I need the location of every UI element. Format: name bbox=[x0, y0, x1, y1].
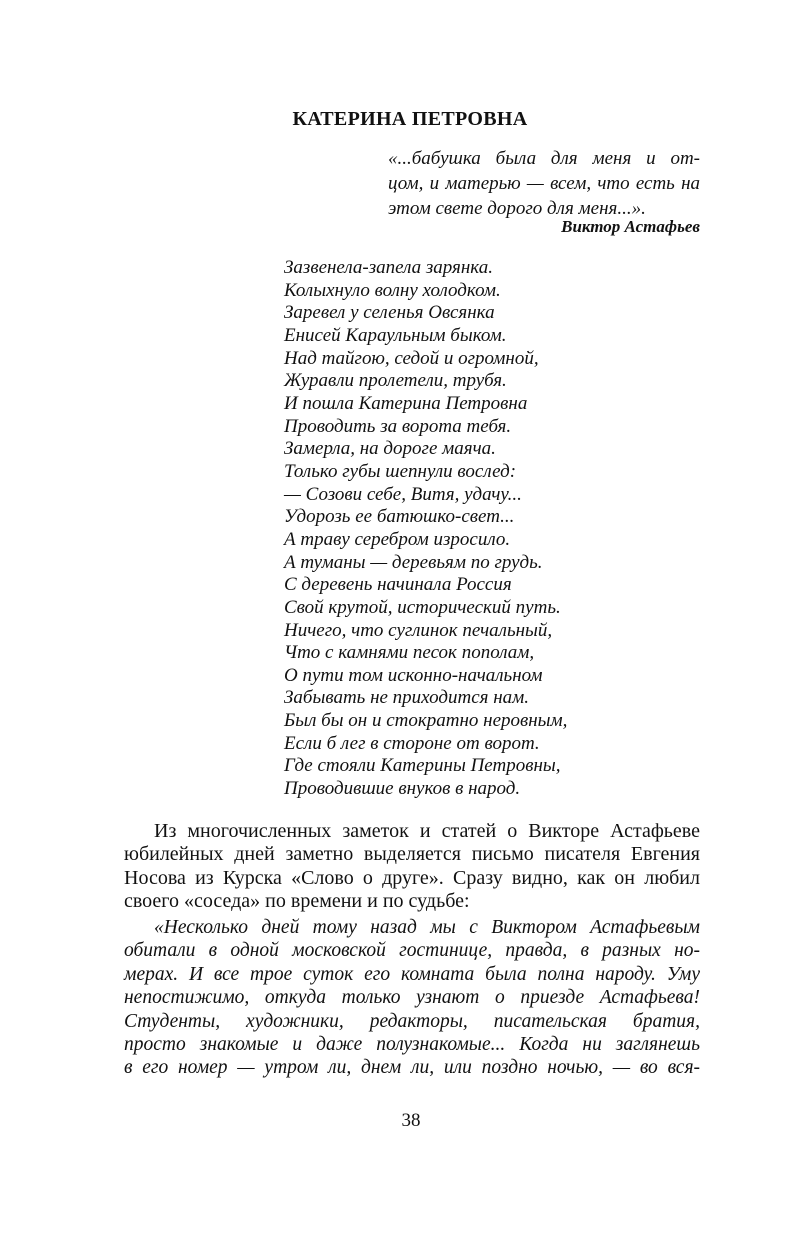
poem-line: Где стояли Катерины Петровны, bbox=[284, 755, 561, 777]
poem-line: Свой крутой, исторический путь. bbox=[284, 596, 561, 618]
poem-line: Проводить за ворота тебя. bbox=[284, 415, 512, 437]
poem-line: Что с камнями песок пополам, bbox=[284, 642, 535, 664]
quote-line: непостижимо, откуда только узнают о приезде Астафьева! bbox=[124, 987, 700, 1009]
quote-line: «Несколько дней тому назад мы с Виктором Астафьевым bbox=[154, 917, 700, 938]
quote-paragraph bbox=[124, 916, 700, 1080]
poem-line: Удорозь ее батюшко-свет... bbox=[284, 506, 515, 528]
poem-line: Над тайгою, седой и огромной, bbox=[284, 347, 539, 369]
epigraph-line: цом, и матерью — всем, что есть на bbox=[388, 173, 700, 194]
epigraph-author: Виктор Астафьев bbox=[561, 217, 700, 236]
poem-line: И пошла Катерина Петровна bbox=[284, 392, 528, 414]
prose-line: юбилейных дней заметно выделяется письмо писателя Евгения bbox=[124, 843, 700, 866]
poem-line: Зазвенела-запела зарянка. bbox=[284, 257, 493, 278]
poem-line: Забывать не приходится нам. bbox=[284, 687, 530, 709]
poem-line: О пути том исконно-начальном bbox=[284, 664, 543, 686]
poem-line: Замерла, на дороге маяча. bbox=[284, 438, 496, 460]
quote-line: просто знакомые и даже полузнакомые... Когда ни заглянешь bbox=[124, 1034, 700, 1056]
quote-line: в его номер — утром ли, днем ли, или поздно ночью, — во вся- bbox=[124, 1057, 700, 1079]
poem-line: Журавли пролетели, трубя. bbox=[284, 370, 507, 392]
poem-line: Только губы шепнули вослед: bbox=[284, 460, 517, 482]
poem-line: А туманы — деревьям по грудь. bbox=[284, 551, 543, 573]
poem bbox=[284, 257, 567, 801]
poem-line: Если б лег в стороне от ворот. bbox=[284, 732, 540, 754]
prose-paragraph bbox=[124, 820, 700, 913]
chapter-title: КАТЕРИНА ПЕТРОВНА bbox=[292, 108, 528, 130]
page-number: 38 bbox=[401, 1110, 421, 1131]
epigraph-line: этом свете дорого для меня...». bbox=[388, 198, 646, 219]
quote-line: мерах. И все трое суток его комната была полна народу. Уму bbox=[124, 963, 700, 985]
epigraph bbox=[388, 146, 700, 221]
poem-line: — Созови себе, Витя, удачу... bbox=[284, 483, 522, 505]
poem-line: Колыхнуло волну холодком. bbox=[284, 279, 501, 301]
prose-line: Из многочисленных заметок и статей о Викторе Астафьеве bbox=[154, 820, 700, 842]
poem-line: С деревень начинала Россия bbox=[284, 574, 512, 596]
quote-line: обитали в одной московской гостинице, правда, в разных но- bbox=[124, 940, 700, 962]
poem-line: Был бы он и стократно неровным, bbox=[284, 710, 568, 732]
poem-line: Проводившие внуков в народ. bbox=[284, 778, 521, 800]
epigraph-line: «...бабушка была для меня и от- bbox=[388, 148, 700, 169]
poem-line: Заревел у селенья Овсянка bbox=[284, 302, 495, 324]
poem-line: Енисей Караульным быком. bbox=[284, 324, 507, 346]
poem-line: А траву серебром изросило. bbox=[284, 528, 511, 550]
prose-line: своего «соседа» по времени и по судьбе: bbox=[124, 889, 470, 912]
prose-line: Носова из Курска «Слово о друге». Сразу видно, как он любил bbox=[124, 866, 700, 889]
quote-line: Студенты, художники, редакторы, писательская братия, bbox=[124, 1010, 700, 1032]
poem-line: Ничего, что суглинок печальный, bbox=[284, 619, 553, 641]
